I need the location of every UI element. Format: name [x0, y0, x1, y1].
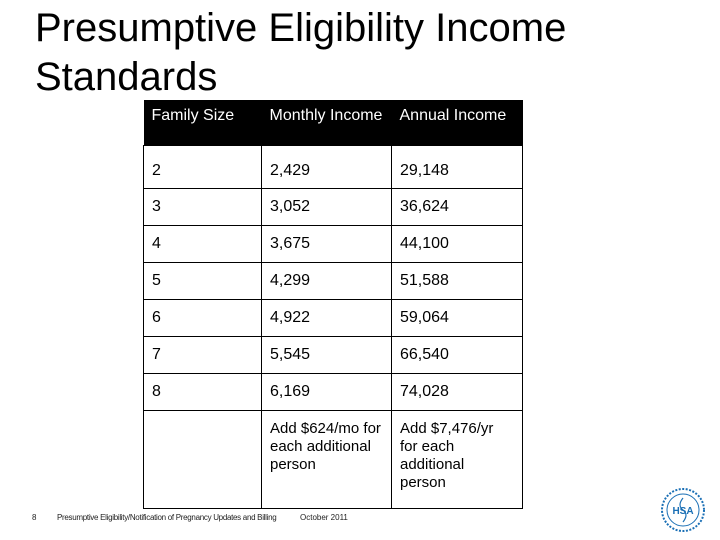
header-family-size: Family Size	[144, 100, 262, 145]
annual-additional-note: Add $7,476/yr for each additional person	[392, 410, 523, 508]
monthly-income-cell: 4,299	[262, 262, 392, 299]
table-row	[144, 262, 523, 299]
additional-person-row	[144, 410, 523, 508]
income-standards-table	[143, 100, 523, 509]
table-row	[144, 299, 523, 336]
family-size-cell: 7	[144, 336, 262, 373]
table-row	[144, 225, 523, 262]
annual-income-cell: 44,100	[392, 225, 523, 262]
header-monthly-income: Monthly Income	[262, 100, 392, 145]
slide-title: Presumptive Eligibility Income Standards	[35, 6, 567, 99]
logo-text: HSA	[672, 506, 694, 517]
footer-text: Presumptive Eligibility/Notification of Pregnancy Updates and Billing	[57, 513, 277, 522]
monthly-income-cell: 3,052	[262, 188, 392, 225]
family-size-cell: 2	[144, 145, 262, 188]
annual-income-cell: 51,588	[392, 262, 523, 299]
monthly-income-cell: 2,429	[262, 145, 392, 188]
family-size-cell: 8	[144, 373, 262, 410]
table-row	[144, 145, 523, 188]
monthly-income-cell: 3,675	[262, 225, 392, 262]
page-number: 8	[32, 513, 37, 522]
table-row	[144, 336, 523, 373]
family-size-cell: 5	[144, 262, 262, 299]
annual-income-cell: 36,624	[392, 188, 523, 225]
annual-income-cell: 29,148	[392, 145, 523, 188]
monthly-additional-note: Add $624/mo for each additional person	[262, 410, 392, 508]
family-size-cell: 4	[144, 225, 262, 262]
header-annual-income: Annual Income	[392, 100, 523, 145]
family-size-cell: 6	[144, 299, 262, 336]
annual-income-cell: 66,540	[392, 336, 523, 373]
table-row	[144, 373, 523, 410]
monthly-income-cell: 4,922	[262, 299, 392, 336]
monthly-income-cell: 6,169	[262, 373, 392, 410]
monthly-income-cell: 5,545	[262, 336, 392, 373]
annual-income-cell: 74,028	[392, 373, 523, 410]
table-row	[144, 188, 523, 225]
annual-income-cell: 59,064	[392, 299, 523, 336]
table-header-row	[144, 100, 523, 145]
family-size-cell: 3	[144, 188, 262, 225]
family-size-cell	[144, 410, 262, 508]
footer-date: October 2011	[300, 513, 348, 522]
hsa-seal-logo	[660, 487, 706, 533]
